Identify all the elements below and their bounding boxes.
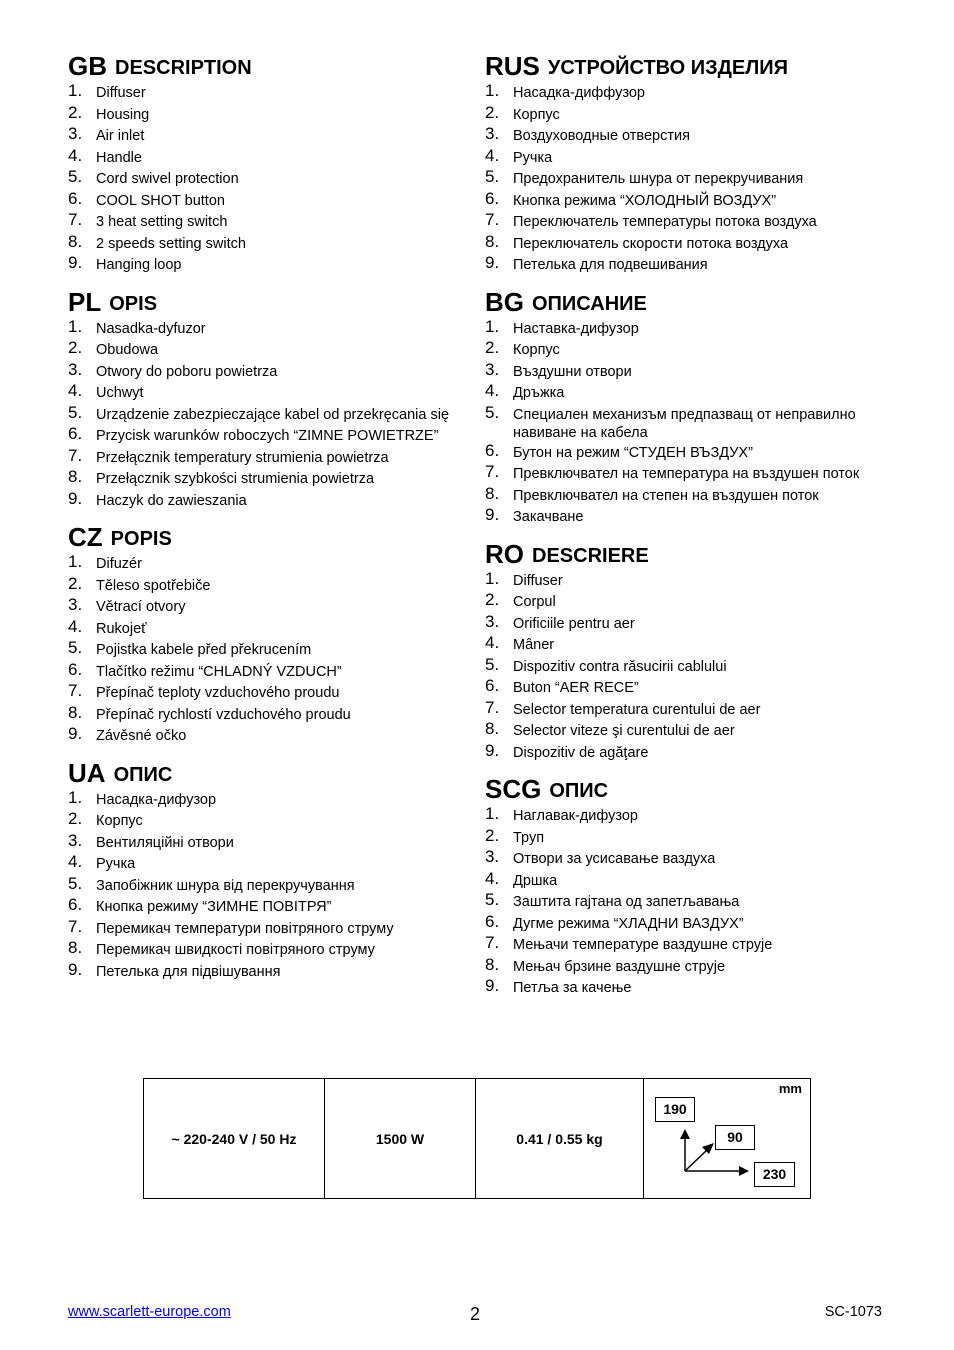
- parts-list: [68, 318, 468, 512]
- item-text: Urządzenie zabezpieczające kabel od przekręcania się: [96, 406, 450, 423]
- item-text: Przycisk warunków roboczych “ZIMNE POWIETRZE”: [96, 428, 439, 444]
- list-item: [485, 848, 885, 870]
- list-item: [485, 634, 885, 656]
- parts-list: [68, 553, 468, 747]
- item-text: Переключатель температуры потока воздуха: [513, 214, 817, 230]
- item-number: 2.: [485, 338, 500, 357]
- list-item: [485, 463, 885, 485]
- item-number: 9.: [68, 488, 83, 508]
- list-item: [485, 805, 885, 827]
- item-text: Петља за качење: [513, 980, 632, 996]
- list-item: [68, 490, 468, 512]
- section-heading: [485, 280, 885, 318]
- list-item: [485, 211, 885, 233]
- item-text: Haczyk do zawieszania: [96, 492, 247, 509]
- item-text: 3 heat setting switch: [96, 214, 228, 230]
- list-item: [485, 82, 885, 104]
- list-item: [485, 956, 885, 978]
- section-heading: [68, 280, 468, 318]
- width-value: 230: [754, 1162, 795, 1187]
- item-text: Перемикач швидкості повітряного струму: [96, 942, 375, 958]
- power-cell: 1500 W: [325, 1079, 476, 1198]
- list-item: [485, 613, 885, 635]
- item-text: Selector viteze şi curentului de aer: [513, 723, 735, 739]
- list-item: [485, 934, 885, 956]
- page-number: 2: [470, 1304, 481, 1324]
- item-number: 6.: [485, 188, 500, 208]
- item-number: 8.: [68, 938, 83, 957]
- item-text: Hanging loop: [96, 257, 182, 273]
- section-title: ОПИСАНИЕ: [532, 292, 647, 315]
- language-code: BG: [485, 286, 524, 317]
- section-heading: [485, 767, 885, 805]
- item-number: 7.: [485, 210, 500, 229]
- parts-list: [68, 789, 468, 983]
- list-item: [68, 789, 468, 811]
- item-text: 2 speeds setting switch: [96, 235, 246, 252]
- item-number: 6.: [68, 188, 83, 208]
- item-number: 9.: [68, 724, 83, 743]
- height-value: 190: [655, 1097, 695, 1122]
- section-heading: [485, 44, 885, 82]
- item-number: 5.: [68, 873, 83, 893]
- item-number: 4.: [485, 868, 500, 888]
- list-item: [68, 810, 468, 832]
- item-text: Corpul: [513, 594, 556, 610]
- list-item: [485, 699, 885, 721]
- list-item: [68, 211, 468, 233]
- item-number: 5.: [68, 638, 83, 657]
- list-item: [68, 661, 468, 683]
- voltage-cell: ~ 220-240 V / 50 Hz: [144, 1079, 325, 1198]
- list-item: [485, 656, 885, 678]
- item-number: 8.: [68, 702, 83, 722]
- list-item: [485, 570, 885, 592]
- item-text: Заштита гајтана од запетљавања: [513, 894, 740, 910]
- dimensions-diagram: [644, 1079, 810, 1198]
- list-item: [485, 382, 885, 404]
- item-text: Вентиляційні отвори: [96, 834, 234, 851]
- item-number: 3.: [485, 611, 500, 631]
- item-text: Наглавак-дифузор: [513, 808, 638, 824]
- item-number: 3.: [68, 124, 83, 143]
- item-number: 6.: [68, 659, 83, 679]
- item-text: Ручка: [96, 856, 136, 872]
- list-item: [485, 977, 885, 999]
- item-number: 3.: [485, 359, 500, 379]
- item-text: Przełącznik szybkości strumienia powietrza: [96, 471, 375, 487]
- item-number: 8.: [485, 954, 500, 974]
- item-number: 9.: [485, 740, 500, 760]
- list-item: [68, 104, 468, 126]
- list-item: [485, 254, 885, 276]
- item-number: 2.: [485, 590, 500, 609]
- list-item: [68, 832, 468, 854]
- item-text: Перемикач температури повітряного струму: [96, 920, 394, 937]
- list-item: [68, 553, 468, 575]
- item-text: Cord swivel protection: [96, 171, 239, 187]
- list-item: [68, 82, 468, 104]
- item-text: Handle: [96, 149, 142, 166]
- list-item: [485, 827, 885, 849]
- item-text: Переключатель скорости потока воздуха: [513, 235, 789, 252]
- section-ro: [485, 532, 885, 764]
- item-text: Difuzér: [96, 556, 142, 572]
- list-item: [68, 704, 468, 726]
- item-number: 7.: [485, 462, 500, 481]
- item-text: Специален механизъм предпазващ от неправилно навиване на кабела: [513, 406, 856, 441]
- section-rus: [485, 44, 885, 276]
- website-link[interactable]: www.scarlett-europe.com: [68, 1304, 231, 1320]
- section-heading: [68, 751, 468, 789]
- section-bg: [485, 280, 885, 528]
- item-text: Přepínač rychlostí vzduchového proudu: [96, 706, 351, 723]
- list-item: [68, 918, 468, 940]
- item-number: 7.: [68, 210, 83, 229]
- item-text: Дугме режима “ХЛАДНИ ВАЗДУХ”: [513, 915, 744, 932]
- item-text: Přepínač teploty vzduchového proudu: [96, 685, 340, 701]
- item-number: 8.: [485, 231, 500, 251]
- item-number: 7.: [485, 697, 500, 717]
- item-text: Отвори за усисавање ваздуха: [513, 851, 716, 867]
- item-text: Przełącznik temperatury strumienia powietrza: [96, 449, 389, 466]
- item-text: Otwory do poboru powietrza: [96, 363, 278, 380]
- list-item: [485, 591, 885, 613]
- item-text: Tlačítko režimu “CHLADNÝ VZDUCH”: [96, 663, 342, 680]
- item-number: 9.: [485, 253, 500, 272]
- item-text: Nasadka-dyfuzor: [96, 320, 206, 337]
- item-number: 2.: [485, 825, 500, 845]
- language-code: PL: [68, 286, 102, 317]
- language-code: UA: [68, 757, 106, 788]
- list-item: [68, 404, 468, 426]
- list-item: [485, 891, 885, 913]
- item-text: Насадка-диффузор: [513, 85, 645, 101]
- item-text: Запобіжник шнура від перекручування: [96, 877, 355, 894]
- item-number: 6.: [485, 676, 500, 695]
- list-item: [485, 168, 885, 190]
- item-text: Housing: [96, 106, 150, 123]
- item-text: Orificiile pentru aer: [513, 615, 635, 632]
- list-item: [68, 382, 468, 404]
- list-item: [68, 168, 468, 190]
- list-item: [485, 913, 885, 935]
- list-item: [68, 618, 468, 640]
- item-number: 8.: [68, 467, 83, 486]
- item-number: 1.: [68, 787, 83, 807]
- list-item: [68, 318, 468, 340]
- item-number: 3.: [68, 359, 83, 379]
- specifications-table: [143, 1078, 811, 1199]
- item-number: 1.: [485, 568, 500, 588]
- list-item: [68, 339, 468, 361]
- section-title: POPIS: [110, 528, 172, 550]
- depth-value: 90: [715, 1125, 755, 1150]
- section-heading: [68, 515, 468, 553]
- item-number: 4.: [68, 145, 83, 165]
- list-item: [68, 425, 468, 447]
- list-item: [485, 147, 885, 169]
- item-number: 4.: [68, 381, 83, 400]
- item-number: 5.: [485, 402, 500, 422]
- item-text: Бутон на режим “СТУДЕН ВЪЗДУХ”: [513, 444, 753, 461]
- list-item: [485, 339, 885, 361]
- item-text: Насадка-дифузор: [96, 791, 217, 808]
- item-number: 1.: [485, 804, 500, 823]
- list-item: [485, 404, 885, 442]
- language-code: GB: [68, 51, 107, 81]
- item-number: 8.: [68, 231, 83, 251]
- item-text: Мењачи температуре ваздушне струје: [513, 937, 773, 953]
- item-number: 2.: [485, 102, 500, 122]
- item-number: 4.: [485, 145, 500, 165]
- dimensions-cell: [644, 1079, 810, 1198]
- list-item: [485, 318, 885, 340]
- item-text: Превключвател на температура на въздушен поток: [513, 466, 860, 482]
- item-text: Buton “AER RECE”: [513, 680, 639, 696]
- language-code: RUS: [485, 51, 540, 81]
- list-item: [485, 233, 885, 255]
- item-number: 4.: [485, 381, 500, 400]
- item-number: 3.: [485, 124, 500, 143]
- item-number: 3.: [68, 830, 83, 850]
- list-item: [68, 575, 468, 597]
- item-number: 2.: [68, 102, 83, 122]
- item-number: 1.: [485, 316, 500, 336]
- list-item: [68, 125, 468, 147]
- list-item: [485, 125, 885, 147]
- item-text: Корпус: [96, 813, 143, 829]
- section-title: DESCRIPTION: [115, 57, 252, 79]
- item-number: 6.: [485, 440, 500, 460]
- list-item: [485, 870, 885, 892]
- item-number: 4.: [485, 633, 500, 652]
- language-code: CZ: [68, 522, 103, 552]
- item-number: 1.: [68, 552, 83, 571]
- item-number: 6.: [485, 911, 500, 931]
- item-text: Кнопка режима “ХОЛОДНЫЙ ВОЗДУХ”: [513, 192, 777, 209]
- section-title: ОПИС: [113, 763, 173, 786]
- dimension-unit: mm: [778, 1081, 802, 1096]
- item-text: Těleso spotřebiče: [96, 577, 211, 594]
- list-item: [68, 682, 468, 704]
- item-number: 9.: [485, 505, 500, 524]
- list-item: [68, 190, 468, 212]
- parts-list: [485, 82, 885, 276]
- item-text: Корпус: [513, 106, 560, 123]
- list-item: [68, 596, 468, 618]
- model-number: SC-1073: [824, 1304, 882, 1320]
- item-number: 8.: [485, 719, 500, 738]
- section-scg: [485, 767, 885, 999]
- item-number: 5.: [68, 402, 83, 422]
- section-gb: [68, 44, 468, 276]
- item-text: Предохранитель шнура от перекручивания: [513, 171, 804, 187]
- item-number: 1.: [485, 81, 500, 100]
- item-text: Diffuser: [513, 572, 563, 589]
- item-number: 7.: [485, 933, 500, 952]
- item-number: 3.: [485, 847, 500, 866]
- list-item: [485, 506, 885, 528]
- item-text: Петелька для подвешивания: [513, 257, 708, 273]
- item-text: Наставка-дифузор: [513, 320, 639, 337]
- right-column: [485, 44, 885, 1003]
- item-number: 8.: [485, 483, 500, 503]
- list-item: [485, 361, 885, 383]
- list-item: [68, 147, 468, 169]
- item-number: 7.: [68, 445, 83, 465]
- list-item: [68, 639, 468, 661]
- parts-list: [68, 82, 468, 276]
- item-text: Mâner: [513, 637, 555, 653]
- item-text: Selector temperatura curentului de aer: [513, 701, 761, 718]
- list-item: [68, 468, 468, 490]
- item-text: Diffuser: [96, 85, 146, 101]
- list-item: [485, 485, 885, 507]
- list-item: [68, 875, 468, 897]
- item-text: Воздуховодные отверстия: [513, 128, 690, 144]
- item-text: Větrací otvory: [96, 599, 186, 615]
- item-number: 9.: [68, 253, 83, 272]
- item-number: 4.: [68, 616, 83, 636]
- list-item: [68, 939, 468, 961]
- item-text: Мењач брзине ваздушне струје: [513, 958, 726, 975]
- language-code: RO: [485, 538, 524, 569]
- list-item: [68, 447, 468, 469]
- parts-list: [485, 805, 885, 999]
- item-text: Dispozitiv de agăţare: [513, 744, 649, 761]
- item-number: 5.: [485, 167, 500, 186]
- list-item: [68, 961, 468, 983]
- parts-list: [485, 570, 885, 764]
- item-number: 2.: [68, 573, 83, 593]
- item-text: Петелька для підвішування: [96, 963, 281, 980]
- item-number: 9.: [485, 976, 500, 995]
- item-text: Закачване: [513, 509, 584, 525]
- item-number: 4.: [68, 852, 83, 871]
- section-title: ОПИС: [549, 780, 609, 802]
- item-text: Дршка: [513, 872, 558, 889]
- item-text: Air inlet: [96, 128, 145, 144]
- section-heading: [68, 44, 468, 82]
- parts-list: [485, 318, 885, 528]
- section-title: УСТРОЙСТВО ИЗДЕЛИЯ: [547, 57, 789, 79]
- list-item: [485, 104, 885, 126]
- item-number: 6.: [68, 895, 83, 914]
- list-item: [68, 853, 468, 875]
- item-number: 5.: [68, 167, 83, 186]
- list-item: [68, 725, 468, 747]
- item-text: Pojistka kabele před překrucením: [96, 642, 312, 658]
- item-text: Дръжка: [513, 385, 565, 401]
- section-title: DESCRIERE: [532, 544, 649, 567]
- section-cz: [68, 515, 468, 747]
- item-number: 1.: [68, 81, 83, 100]
- item-text: Uchwyt: [96, 385, 144, 401]
- item-text: Rukojeť: [96, 620, 147, 637]
- item-number: 6.: [68, 424, 83, 443]
- list-item: [68, 254, 468, 276]
- item-number: 7.: [68, 681, 83, 700]
- section-title: OPIS: [109, 292, 158, 315]
- item-number: 5.: [485, 890, 500, 909]
- list-item: [68, 361, 468, 383]
- item-text: Dispozitiv contra răsucirii cablului: [513, 658, 727, 675]
- list-item: [485, 190, 885, 212]
- item-number: 9.: [68, 959, 83, 979]
- section-heading: [485, 532, 885, 570]
- item-text: Превключвател на степен на въздушен поток: [513, 487, 819, 504]
- item-number: 1.: [68, 316, 83, 336]
- list-item: [485, 720, 885, 742]
- item-number: 7.: [68, 916, 83, 936]
- item-text: Ручка: [513, 149, 553, 166]
- item-number: 2.: [68, 809, 83, 828]
- item-number: 2.: [68, 338, 83, 357]
- item-text: Závěsné očko: [96, 728, 187, 744]
- item-text: COOL SHOT button: [96, 192, 225, 209]
- section-ua: [68, 751, 468, 983]
- item-text: Obudowa: [96, 342, 159, 358]
- list-item: [68, 233, 468, 255]
- list-item: [485, 677, 885, 699]
- list-item: [485, 442, 885, 464]
- item-number: 5.: [485, 654, 500, 674]
- item-number: 3.: [68, 595, 83, 614]
- left-column: [68, 44, 468, 986]
- item-text: Труп: [513, 829, 545, 846]
- item-text: Въздушни отвори: [513, 363, 632, 380]
- list-item: [485, 742, 885, 764]
- item-text: Корпус: [513, 342, 560, 358]
- language-code: SCG: [485, 774, 542, 804]
- section-pl: [68, 280, 468, 512]
- weight-cell: 0.41 / 0.55 kg: [476, 1079, 644, 1198]
- list-item: [68, 896, 468, 918]
- item-text: Кнопка режиму “ЗИМНЕ ПОВІТРЯ”: [96, 899, 332, 915]
